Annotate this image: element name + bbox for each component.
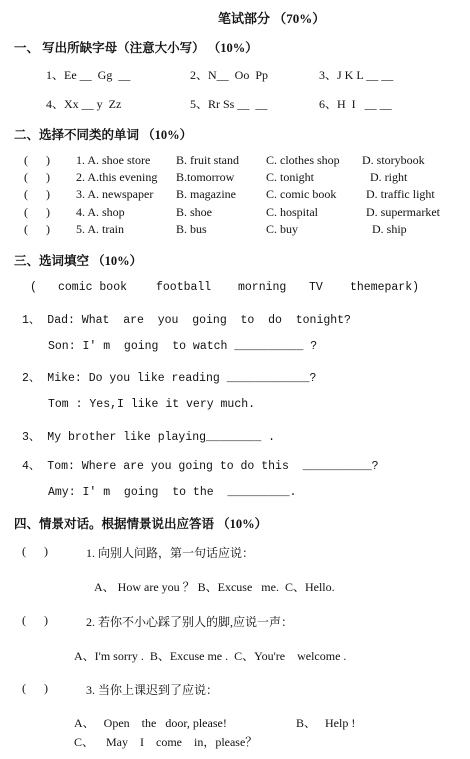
s2-q2-a: 2. A.this evening bbox=[76, 170, 158, 184]
answer-paren[interactable]: ( ) bbox=[24, 222, 50, 236]
word-comic-book: comic book bbox=[58, 281, 128, 294]
s4-q3-option-a: A、 Open the door, please! bbox=[74, 716, 227, 730]
s2-q2-d: D. right bbox=[370, 170, 408, 184]
s2-q1-d: D. storybook bbox=[362, 153, 425, 167]
section-1-heading: 一、 写出所缺字母（注意大小写） （10%） bbox=[14, 41, 258, 55]
answer-paren[interactable]: ( ) bbox=[24, 205, 50, 219]
word-tv: TV bbox=[309, 281, 323, 294]
s1-item-5: 5、Rr Ss __ __ bbox=[190, 97, 268, 111]
answer-paren[interactable]: ( ) bbox=[24, 187, 50, 201]
s2-q5-a: 5. A. train bbox=[76, 222, 124, 236]
s2-q3-b: B. magazine bbox=[176, 187, 236, 201]
s1-item-2: 2、N__ Oo Pp bbox=[190, 68, 269, 82]
s4-q1-options: A、 How are you ？ B、Excuse me. C、Hello. bbox=[94, 580, 335, 594]
s2-q1-a: 1. A. shoe store bbox=[76, 153, 151, 167]
s1-item-4: 4、Xx __ y Zz bbox=[46, 97, 122, 111]
section-4-heading: 四、情景对话。根据情景说出应答语 （10%） bbox=[14, 517, 268, 531]
s2-q1-b: B. fruit stand bbox=[176, 153, 239, 167]
answer-paren[interactable]: ( ) bbox=[22, 681, 48, 695]
s4-q2: 2. 若你不小心踩了别人的脚,应说一声： bbox=[86, 615, 294, 629]
word-morning: morning bbox=[238, 281, 287, 294]
section-3-heading: 三、选词填空 （10%） bbox=[14, 254, 143, 268]
s2-q5-b: B. bus bbox=[176, 222, 207, 236]
s2-q2-c: C. tonight bbox=[266, 170, 315, 184]
s4-q3-option-b: B、 Help ! bbox=[296, 716, 356, 730]
answer-paren[interactable]: ( ) bbox=[22, 544, 48, 558]
s2-q5-c: C. buy bbox=[266, 222, 299, 236]
s4-q1: 1. 向别人问路，第一句话应说： bbox=[86, 546, 255, 560]
s2-q3-d: D. traffic light bbox=[366, 187, 435, 201]
answer-paren[interactable]: ( ) bbox=[24, 170, 50, 184]
s2-q5-d: D. ship bbox=[372, 222, 407, 236]
s3-line-4: Tom : Yes,I like it very much. bbox=[48, 398, 256, 411]
s3-line-6: 4、 Tom: Where are you going to do this __________? bbox=[22, 460, 379, 473]
section-2-heading: 二、选择不同类的单词 （10%） bbox=[14, 128, 193, 142]
s2-q3-c: C. comic book bbox=[266, 187, 337, 201]
word-bank-open: ( bbox=[30, 281, 37, 294]
s2-q4-b: B. shoe bbox=[176, 205, 212, 219]
s2-q2-b: B.tomorrow bbox=[176, 170, 235, 184]
s1-item-3: 3、J K L __ __ bbox=[319, 68, 394, 82]
s4-q2-options: A、I'm sorry . B、Excuse me . C、You're welcome . bbox=[74, 649, 347, 663]
s3-line-5: 3、 My brother like playing________ . bbox=[22, 431, 276, 444]
s3-line-2: Son: I' m going to watch __________ ? bbox=[48, 340, 318, 353]
s4-q3: 3. 当你上课迟到了应说： bbox=[86, 683, 219, 697]
s1-item-6: 6、H I __ __ bbox=[319, 97, 392, 111]
s4-q3-option-c: C、 May I come in，please？ bbox=[74, 735, 258, 749]
page-title: 笔试部分 （70%） bbox=[218, 11, 326, 26]
word-themepark: themepark) bbox=[350, 281, 420, 294]
answer-paren[interactable]: ( ) bbox=[24, 153, 50, 167]
word-football: football bbox=[156, 281, 212, 294]
s3-line-3: 2、 Mike: Do you like reading ____________? bbox=[22, 372, 317, 385]
s3-line-1: 1、 Dad: What are you going to do tonight? bbox=[22, 314, 351, 327]
s2-q4-c: C. hospital bbox=[266, 205, 319, 219]
s2-q4-a: 4. A. shop bbox=[76, 205, 125, 219]
s3-line-7: Amy: I' m going to the _________. bbox=[48, 486, 297, 499]
answer-paren[interactable]: ( ) bbox=[22, 613, 48, 627]
s2-q4-d: D. supermarket bbox=[366, 205, 440, 219]
s2-q3-a: 3. A. newspaper bbox=[76, 187, 154, 201]
s2-q1-c: C. clothes shop bbox=[266, 153, 340, 167]
s1-item-1: 1、Ee __ Gg __ bbox=[46, 68, 131, 82]
